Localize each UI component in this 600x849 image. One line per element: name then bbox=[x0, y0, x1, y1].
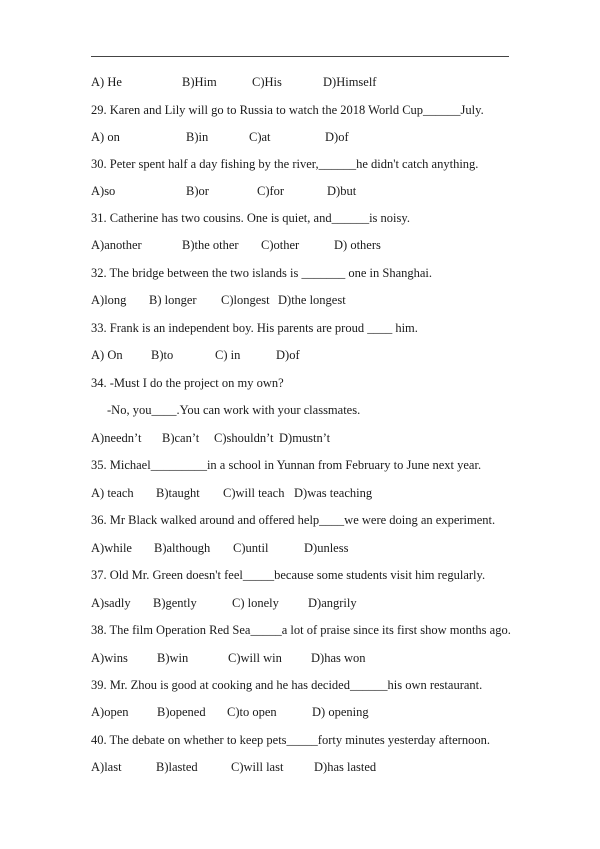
question-31: 31. Catherine has two cousins. One is quiet, and______is noisy. bbox=[91, 211, 410, 225]
option-a: A)needn’t bbox=[91, 431, 142, 445]
option-b: B)taught bbox=[156, 486, 200, 500]
option-a: A)long bbox=[91, 293, 127, 307]
option-d: D)has won bbox=[311, 651, 366, 665]
header-rule bbox=[91, 56, 509, 57]
option-d: D)has lasted bbox=[314, 760, 377, 774]
option-c: C)longest bbox=[221, 293, 270, 307]
option-b: B)opened bbox=[157, 705, 206, 719]
question-35: 35. Michael_________in a school in Yunnan from February to June next year. bbox=[91, 458, 482, 472]
option-c: C)will teach bbox=[223, 486, 285, 500]
option-c: C)will win bbox=[228, 651, 282, 665]
option-a: A)open bbox=[91, 705, 129, 719]
option-b: B)Him bbox=[182, 75, 217, 89]
question-32: 32. The bridge between the two islands is _______ one in Shanghai. bbox=[91, 266, 433, 280]
option-b: B)or bbox=[186, 184, 209, 198]
option-c: C)to open bbox=[227, 705, 277, 719]
option-d: D)angrily bbox=[308, 596, 357, 610]
option-a: A)while bbox=[91, 541, 132, 555]
option-c: C) lonely bbox=[232, 596, 279, 610]
question-34-response: -No, you____.You can work with your classmates. bbox=[107, 403, 361, 417]
option-b: B)in bbox=[186, 130, 209, 144]
option-a: A)sadly bbox=[91, 596, 131, 610]
option-a: A)last bbox=[91, 760, 122, 774]
option-a: A) On bbox=[91, 348, 123, 362]
option-c: C)until bbox=[233, 541, 269, 555]
option-a: A)wins bbox=[91, 651, 128, 665]
option-a: A) on bbox=[91, 130, 120, 144]
option-b: B)lasted bbox=[156, 760, 198, 774]
option-c: C)shouldn’t bbox=[214, 431, 274, 445]
option-a: A) teach bbox=[91, 486, 134, 500]
question-40: 40. The debate on whether to keep pets_____forty minutes yesterday afternoon. bbox=[91, 733, 490, 747]
question-33: 33. Frank is an independent boy. His parents are proud ____ him. bbox=[91, 321, 418, 335]
option-b: B)the other bbox=[182, 238, 239, 252]
option-b: B)although bbox=[154, 541, 211, 555]
question-36: 36. Mr Black walked around and offered help____we were doing an experiment. bbox=[91, 513, 496, 527]
option-c: C)His bbox=[252, 75, 282, 89]
question-38: 38. The film Operation Red Sea_____a lot of praise since its first show months ago. bbox=[91, 623, 511, 637]
option-a: A)another bbox=[91, 238, 142, 252]
question-34: 34. -Must I do the project on my own? bbox=[91, 376, 284, 390]
option-c: C)will last bbox=[231, 760, 284, 774]
option-b: B)win bbox=[157, 651, 189, 665]
option-d: D)but bbox=[327, 184, 357, 198]
option-c: C)other bbox=[261, 238, 300, 252]
option-d: D)was teaching bbox=[294, 486, 373, 500]
option-b: B) longer bbox=[149, 293, 197, 307]
option-c: C)at bbox=[249, 130, 271, 144]
option-a: A)so bbox=[91, 184, 116, 198]
option-c: C)for bbox=[257, 184, 285, 198]
option-d: D)of bbox=[325, 130, 349, 144]
option-b: B)can’t bbox=[162, 431, 200, 445]
option-d: D)Himself bbox=[323, 75, 377, 89]
option-d: D)the longest bbox=[278, 293, 346, 307]
question-37: 37. Old Mr. Green doesn't feel_____because some students visit him regularly. bbox=[91, 568, 486, 582]
option-c: C) in bbox=[215, 348, 241, 362]
option-d: D)unless bbox=[304, 541, 349, 555]
option-d: D) opening bbox=[312, 705, 369, 719]
option-b: B)to bbox=[151, 348, 174, 362]
option-d: D) others bbox=[334, 238, 381, 252]
option-d: D)of bbox=[276, 348, 300, 362]
option-b: B)gently bbox=[153, 596, 197, 610]
question-30: 30. Peter spent half a day fishing by the river,______he didn't catch anything. bbox=[91, 157, 479, 171]
option-a: A) He bbox=[91, 75, 122, 89]
question-29: 29. Karen and Lily will go to Russia to watch the 2018 World Cup______July. bbox=[91, 103, 484, 117]
option-d: D)mustn’t bbox=[279, 431, 331, 445]
question-39: 39. Mr. Zhou is good at cooking and he has decided______his own restaurant. bbox=[91, 678, 483, 692]
